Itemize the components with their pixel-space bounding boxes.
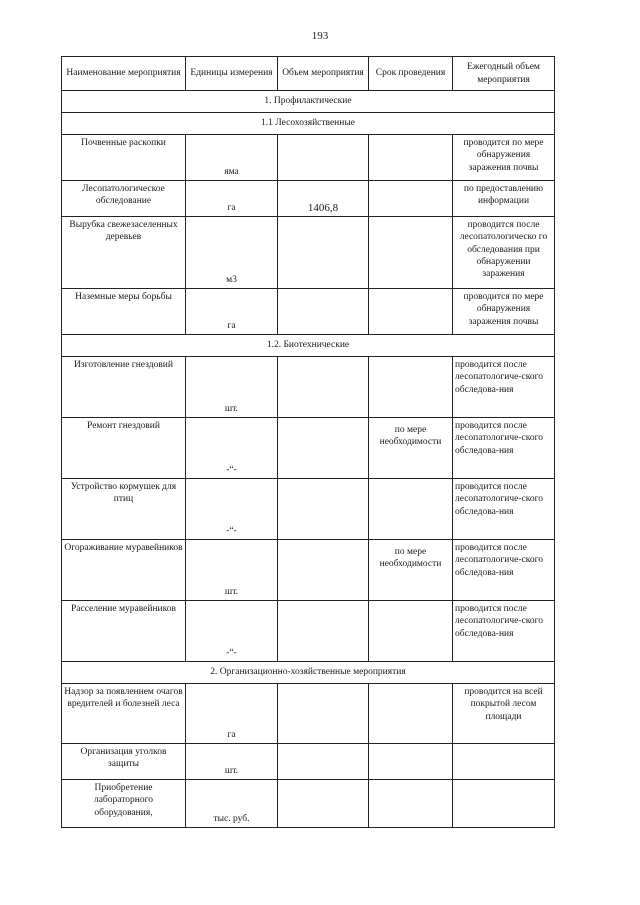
table-row	[62, 744, 555, 780]
row-name: Почвенные раскопки	[62, 135, 186, 181]
row-name: Расселение муравейников	[62, 601, 186, 662]
row-term	[369, 744, 453, 780]
row-term	[369, 357, 453, 418]
row-volume	[278, 418, 369, 479]
row-unit: -“-	[186, 479, 278, 540]
row-term	[369, 217, 453, 289]
row-term	[369, 601, 453, 662]
row-volume	[278, 217, 369, 289]
table-row	[62, 135, 555, 181]
row-name: Приобретение лабораторного оборудования,	[62, 780, 186, 828]
row-name: Огораживание муравейников	[62, 540, 186, 601]
section-title: 1. Профилактические	[62, 91, 555, 113]
section-row	[62, 662, 555, 684]
section-row	[62, 113, 555, 135]
header-volume: Объем мероприятия	[278, 57, 369, 91]
row-term	[369, 289, 453, 335]
row-annual: по предоставлению информации	[453, 181, 555, 217]
row-annual: проводится после лесопатологиче-ского обследова-ния	[453, 479, 555, 540]
row-annual: проводится после лесопатологиче-ского обследова-ния	[453, 601, 555, 662]
table-row	[62, 217, 555, 289]
row-term	[369, 135, 453, 181]
row-annual: проводится после лесопатологиче-ского обследова-ния	[453, 357, 555, 418]
row-unit: га	[186, 181, 278, 217]
table-header-row	[62, 57, 555, 91]
row-term	[369, 479, 453, 540]
section-row	[62, 335, 555, 357]
header-name: Наименование мероприятия	[62, 57, 186, 91]
row-volume	[278, 357, 369, 418]
row-term: по мере необходимости	[369, 418, 453, 479]
row-volume	[278, 135, 369, 181]
row-volume	[278, 479, 369, 540]
row-term	[369, 684, 453, 744]
row-term: по мере необходимости	[369, 540, 453, 601]
header-annual: Ежегодный объем мероприятия	[453, 57, 555, 91]
row-unit: тыс. руб.	[186, 780, 278, 828]
section-title: 1.2. Биотехнические	[62, 335, 555, 357]
row-volume	[278, 601, 369, 662]
row-volume	[278, 744, 369, 780]
row-volume	[278, 289, 369, 335]
row-name: Надзор за появлением очагов вредителей и болезней леса	[62, 684, 186, 744]
table-row	[62, 540, 555, 601]
section-row	[62, 91, 555, 113]
table-row	[62, 684, 555, 744]
section-title: 2. Организационно-хозяйственные мероприятия	[62, 662, 555, 684]
row-name: Ремонт гнездовий	[62, 418, 186, 479]
row-unit: м3	[186, 217, 278, 289]
row-annual: проводится после лесопатологиче-ского обследова-ния	[453, 418, 555, 479]
row-annual: проводится после лесопатологиче-ского обследова-ния	[453, 540, 555, 601]
row-name: Устройство кормушек для птиц	[62, 479, 186, 540]
header-term: Срок проведения	[369, 57, 453, 91]
row-unit: -“-	[186, 418, 278, 479]
row-term	[369, 780, 453, 828]
row-unit: га	[186, 684, 278, 744]
row-name: Изготовление гнездовий	[62, 357, 186, 418]
row-annual	[453, 780, 555, 828]
table-row	[62, 479, 555, 540]
row-unit: шт.	[186, 540, 278, 601]
row-annual: проводится по мере обнаружения заражения почвы	[453, 135, 555, 181]
measures-table	[61, 56, 555, 828]
row-volume	[278, 780, 369, 828]
section-title: 1.1 Лесохозяйственные	[62, 113, 555, 135]
table-row	[62, 181, 555, 217]
row-annual: проводится по мере обнаружения заражения почвы	[453, 289, 555, 335]
table-row	[62, 289, 555, 335]
row-term	[369, 181, 453, 217]
row-unit: шт.	[186, 744, 278, 780]
row-volume	[278, 684, 369, 744]
row-annual	[453, 744, 555, 780]
row-unit: шт.	[186, 357, 278, 418]
table-row	[62, 418, 555, 479]
header-unit: Единицы измерения	[186, 57, 278, 91]
row-volume	[278, 540, 369, 601]
table-row	[62, 357, 555, 418]
row-unit: яма	[186, 135, 278, 181]
row-annual: проводится после лесопатологическо го обследования при обнаружении заражения	[453, 217, 555, 289]
row-annual: проводится на всей покрытой лесом площади	[453, 684, 555, 744]
table-row	[62, 780, 555, 828]
row-unit: га	[186, 289, 278, 335]
row-unit: -“-	[186, 601, 278, 662]
row-volume: 1406,8	[278, 181, 369, 217]
table-row	[62, 601, 555, 662]
row-name: Лесопатологическое обследование	[62, 181, 186, 217]
row-name: Наземные меры борьбы	[62, 289, 186, 335]
page-number: 193	[311, 30, 329, 42]
row-name: Организация уголков защиты	[62, 744, 186, 780]
row-name: Вырубка свежезаселенных деревьев	[62, 217, 186, 289]
